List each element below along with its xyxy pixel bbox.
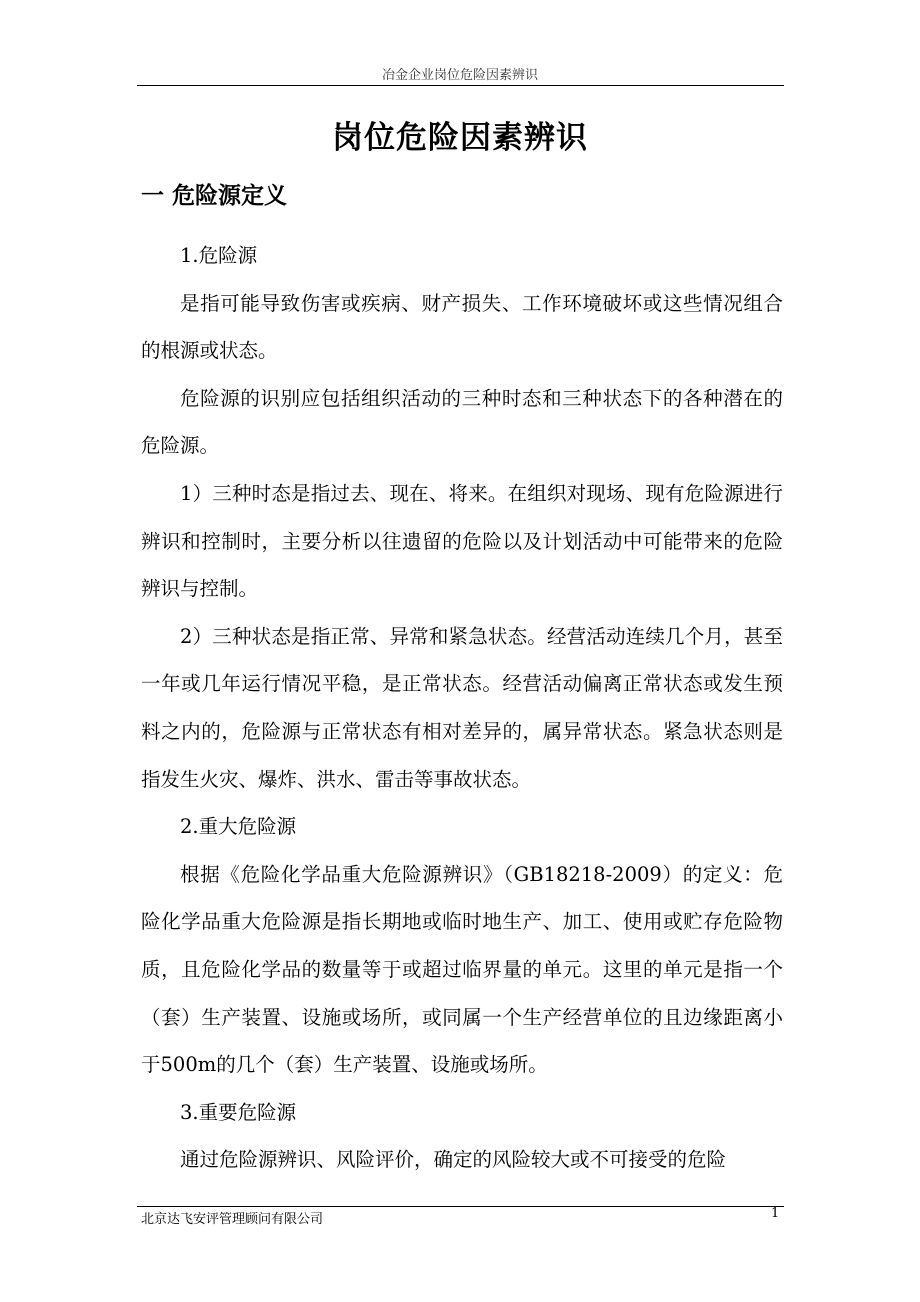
page-number: 1 bbox=[771, 1206, 780, 1221]
section-heading: 一 危险源定义 bbox=[141, 183, 288, 209]
paragraph: 危险源的识别应包括组织活动的三种时态和三种状态下的各种潜在的危险源。 bbox=[141, 386, 783, 458]
paragraph: 是指可能导致伤害或疾病、财产损失、工作环境破坏或这些情况组合的根源或状态。 bbox=[141, 291, 783, 363]
footer-divider bbox=[137, 1206, 784, 1207]
subheading-major-hazard: 2.重大危险源 bbox=[180, 815, 297, 839]
document-title: 岗位危险因素辨识 bbox=[332, 120, 588, 156]
subheading-hazard-source: 1.危险源 bbox=[180, 244, 258, 267]
paragraph: 根据《危险化学品重大危险源辨识》（GB18218-2009）的定义：危险化学品重大危险源是指长期地或临时地生产、加工、使用或贮存危险物质，且危险化学品的数量等于或超过临界量的单元。这里的单元是指一个（套）生产装置、设施或场所，或同属一个生产经营单位的且边缘距离小于500m的几个（套）生产装置、设施或场所。 bbox=[141, 862, 783, 1077]
paragraph: 2）三种状态是指正常、异常和紧急状态。经营活动连续几个月，甚至一年或几年运行情况平稳，是正常状态。经营活动偏离正常状态或发生预料之内的，危险源与正常状态有相对差异的，属异常状态。紧急状态则是指发生火灾、爆炸、洪水、雷击等事故状态。 bbox=[141, 624, 783, 791]
running-header: 冶金企业岗位危险因素辨识 bbox=[381, 68, 538, 83]
body-text bbox=[141, 232, 783, 1184]
header-divider bbox=[137, 85, 784, 86]
subheading-important-hazard: 3.重要危险源 bbox=[180, 1100, 297, 1124]
paragraph: 1）三种时态是指过去、现在、将来。在组织对现场、现有危险源进行辨识和控制时，主要分析以往遗留的危险以及计划活动中可能带来的危险辨识与控制。 bbox=[141, 481, 783, 601]
footer-company: 北京达飞安评管理顾问有限公司 bbox=[141, 1212, 324, 1227]
paragraph: 通过危险源辨识、风险评价，确定的风险较大或不可接受的危险 bbox=[180, 1148, 727, 1172]
